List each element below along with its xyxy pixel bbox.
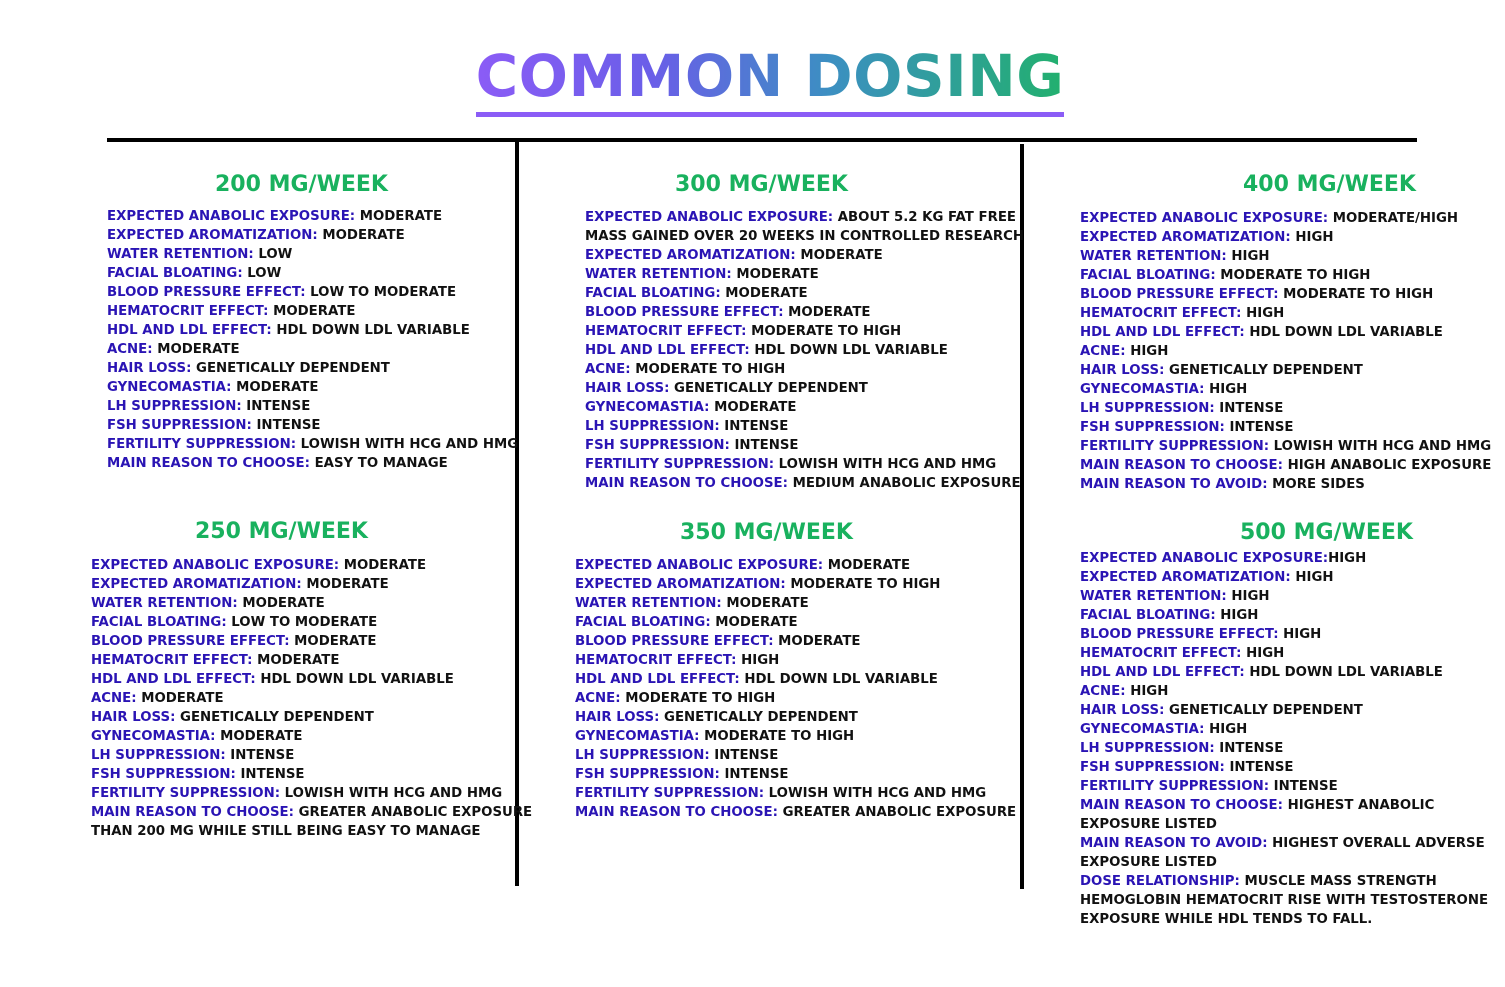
info-row-label: FSH SUPPRESSION: xyxy=(91,767,236,782)
page-title xyxy=(0,40,1505,117)
info-row-label: BLOOD PRESSURE EFFECT: xyxy=(107,285,306,300)
info-row-value: MODERATE xyxy=(339,558,427,573)
info-row-label: FACIAL BLOATING: xyxy=(91,615,227,630)
info-row-label: EXPECTED ANABOLIC EXPOSURE: xyxy=(585,210,834,225)
info-row-label: FACIAL BLOATING: xyxy=(575,615,711,630)
info-row xyxy=(91,803,532,822)
info-row-value: INTENSE xyxy=(1224,760,1294,775)
info-row-value: MODERATE/HIGH xyxy=(1328,211,1459,226)
info-row-value: HDL DOWN LDL VARIABLE xyxy=(271,323,470,338)
info-row xyxy=(91,765,532,784)
info-row-label: HAIR LOSS: xyxy=(585,381,670,396)
section-heading-300: 300 MG/WEEK xyxy=(675,172,848,197)
section-heading-500: 500 MG/WEEK xyxy=(1240,520,1413,545)
info-row xyxy=(575,689,1016,708)
info-row-label: EXPECTED AROMATIZATION: xyxy=(1080,230,1291,245)
section-rows-350 xyxy=(575,556,1016,822)
info-row-label: HAIR LOSS: xyxy=(91,710,176,725)
info-row-value: EXPOSURE WHILE HDL TENDS TO FALL. xyxy=(1080,912,1373,927)
info-row-label: EXPECTED ANABOLIC EXPOSURE: xyxy=(1080,551,1329,566)
info-row-label: HEMATOCRIT EFFECT: xyxy=(107,304,269,319)
info-row-label: EXPECTED ANABOLIC EXPOSURE: xyxy=(107,209,356,224)
info-row xyxy=(585,208,1024,227)
info-row-value: MODERATE TO HIGH xyxy=(1278,287,1434,302)
page-title-text: COMMON DOSING xyxy=(476,40,1065,117)
info-row-value: MODERATE xyxy=(317,228,405,243)
info-row xyxy=(91,746,532,765)
info-row xyxy=(107,302,518,321)
info-row-value: MODERATE xyxy=(721,596,809,611)
info-row-label: EXPECTED ANABOLIC EXPOSURE: xyxy=(91,558,340,573)
info-row-label: ACNE: xyxy=(585,362,631,377)
info-row-label: EXPECTED AROMATIZATION: xyxy=(107,228,318,243)
info-row-value: MODERATE xyxy=(773,634,861,649)
section-heading-250: 250 MG/WEEK xyxy=(195,519,368,544)
info-row xyxy=(107,340,518,359)
info-row-value: HIGHEST ANABOLIC xyxy=(1282,798,1435,813)
info-row xyxy=(575,594,1016,613)
info-row xyxy=(575,651,1016,670)
info-row-label: MAIN REASON TO CHOOSE: xyxy=(1080,458,1283,473)
info-row-value: MODERATE xyxy=(289,634,377,649)
info-row xyxy=(575,765,1016,784)
info-row-label: MAIN REASON TO AVOID: xyxy=(1080,477,1268,492)
info-row xyxy=(1080,475,1491,494)
info-row xyxy=(1080,910,1488,929)
info-row-label: WATER RETENTION: xyxy=(575,596,722,611)
info-row-value: HIGH xyxy=(1125,344,1169,359)
info-row xyxy=(91,784,532,803)
info-row-value: HIGH ANABOLIC EXPOSURE xyxy=(1282,458,1492,473)
horizontal-divider xyxy=(107,138,1417,142)
info-row xyxy=(107,454,518,473)
info-row-value: EXPOSURE LISTED xyxy=(1080,817,1217,832)
info-row-label: WATER RETENTION: xyxy=(585,267,732,282)
info-row xyxy=(1080,247,1491,266)
info-row-value: MASS GAINED OVER 20 WEEKS IN CONTROLLED RESEARCH xyxy=(585,229,1025,244)
info-row-label: HDL AND LDL EFFECT: xyxy=(107,323,272,338)
info-row xyxy=(585,303,1024,322)
info-row xyxy=(575,746,1016,765)
info-row-label: FSH SUPPRESSION: xyxy=(585,438,730,453)
info-row xyxy=(107,435,518,454)
info-row-value: GENETICALLY DEPENDENT xyxy=(1164,363,1363,378)
info-row-value: INTENSE xyxy=(235,767,305,782)
info-row-value: MODERATE xyxy=(823,558,911,573)
section-rows-300 xyxy=(585,208,1024,493)
info-row-label: GYNECOMASTIA: xyxy=(1080,382,1205,397)
info-row-label: HEMATOCRIT EFFECT: xyxy=(1080,306,1242,321)
info-row xyxy=(575,575,1016,594)
info-row-value: HIGH xyxy=(736,653,780,668)
info-row xyxy=(1080,342,1491,361)
info-row-label: HEMATOCRIT EFFECT: xyxy=(91,653,253,668)
info-row-label: LH SUPPRESSION: xyxy=(1080,401,1215,416)
info-row xyxy=(1080,285,1491,304)
info-row xyxy=(1080,587,1488,606)
info-row-value: ABOUT 5.2 KG FAT FREE xyxy=(833,210,1016,225)
info-row-value: MODERATE TO HIGH xyxy=(746,324,902,339)
info-row xyxy=(91,727,532,746)
info-row xyxy=(575,632,1016,651)
info-row xyxy=(1080,380,1491,399)
info-row xyxy=(1080,437,1491,456)
info-row-label: GYNECOMASTIA: xyxy=(107,380,232,395)
info-row xyxy=(585,436,1024,455)
info-row-value: GENETICALLY DEPENDENT xyxy=(191,361,390,376)
info-row-value: HEMOGLOBIN HEMATOCRIT RISE WITH TESTOSTERONE xyxy=(1080,893,1489,908)
info-row-value: MODERATE xyxy=(237,596,325,611)
section-rows-400 xyxy=(1080,209,1491,494)
info-row-value: LOW xyxy=(242,266,282,281)
info-row xyxy=(585,341,1024,360)
info-row-label: LH SUPPRESSION: xyxy=(585,419,720,434)
info-row-value: INTENSE xyxy=(225,748,295,763)
info-row-label: ACNE: xyxy=(1080,344,1126,359)
info-row xyxy=(107,321,518,340)
info-row-label: HDL AND LDL EFFECT: xyxy=(91,672,256,687)
info-row-value: MODERATE xyxy=(720,286,808,301)
info-row xyxy=(1080,606,1488,625)
info-row-value: GREATER ANABOLIC EXPOSURE xyxy=(293,805,533,820)
info-row-label: MAIN REASON TO AVOID: xyxy=(1080,836,1268,851)
info-row-value: INTENSE xyxy=(719,767,789,782)
info-row-value: INTENSE xyxy=(1224,420,1294,435)
info-row xyxy=(1080,228,1491,247)
info-row-label: GYNECOMASTIA: xyxy=(1080,722,1205,737)
info-row xyxy=(585,398,1024,417)
info-row-label: EXPECTED AROMATIZATION: xyxy=(91,577,302,592)
info-row-value: MODERATE xyxy=(795,248,883,263)
info-row-label: ACNE: xyxy=(1080,684,1126,699)
info-row-value: MODERATE xyxy=(152,342,240,357)
section-rows-250 xyxy=(91,556,532,841)
info-row xyxy=(1080,663,1488,682)
info-row-value: LOW TO MODERATE xyxy=(305,285,457,300)
section-heading-200: 200 MG/WEEK xyxy=(215,172,388,197)
info-row xyxy=(1080,777,1488,796)
info-row-value: INTENSE xyxy=(719,419,789,434)
info-row xyxy=(585,265,1024,284)
info-row-label: LH SUPPRESSION: xyxy=(575,748,710,763)
info-row xyxy=(107,416,518,435)
info-row xyxy=(91,556,532,575)
info-row-label: HAIR LOSS: xyxy=(107,361,192,376)
info-row xyxy=(575,670,1016,689)
info-row xyxy=(91,689,532,708)
info-row-label: FACIAL BLOATING: xyxy=(107,266,243,281)
info-row-value: HIGH xyxy=(1290,230,1334,245)
info-row xyxy=(91,575,532,594)
info-row-value: HIGH xyxy=(1125,684,1169,699)
info-row-label: GYNECOMASTIA: xyxy=(91,729,216,744)
info-row-value: LOWISH WITH HCG AND HMG xyxy=(296,437,519,452)
info-row-label: FACIAL BLOATING: xyxy=(585,286,721,301)
info-row-value: HDL DOWN LDL VARIABLE xyxy=(739,672,938,687)
info-row-label: MAIN REASON TO CHOOSE: xyxy=(585,476,788,491)
info-row-value: INTENSE xyxy=(1214,401,1284,416)
info-row-label: BLOOD PRESSURE EFFECT: xyxy=(1080,627,1279,642)
info-row-value: HDL DOWN LDL VARIABLE xyxy=(1244,325,1443,340)
info-row xyxy=(1080,625,1488,644)
info-row-label: FSH SUPPRESSION: xyxy=(575,767,720,782)
info-row-value: MODERATE xyxy=(252,653,340,668)
info-row-value: GENETICALLY DEPENDENT xyxy=(669,381,868,396)
section-rows-500 xyxy=(1080,549,1488,929)
info-row-value: HDL DOWN LDL VARIABLE xyxy=(1244,665,1443,680)
info-row xyxy=(91,670,532,689)
info-row-value: MODERATE xyxy=(731,267,819,282)
info-row-label: BLOOD PRESSURE EFFECT: xyxy=(91,634,290,649)
info-row-value: HIGH xyxy=(1204,382,1248,397)
info-row xyxy=(575,784,1016,803)
info-row xyxy=(575,613,1016,632)
info-row-value: MODERATE xyxy=(215,729,303,744)
info-row-value: GENETICALLY DEPENDENT xyxy=(659,710,858,725)
info-row-label: FERTILITY SUPPRESSION: xyxy=(91,786,281,801)
info-row xyxy=(585,322,1024,341)
info-row xyxy=(1080,834,1488,853)
info-row-value: EXPOSURE LISTED xyxy=(1080,855,1217,870)
info-row-value: HDL DOWN LDL VARIABLE xyxy=(255,672,454,687)
info-row-label: HDL AND LDL EFFECT: xyxy=(1080,325,1245,340)
section-rows-200 xyxy=(107,207,518,473)
info-row-value: MEDIUM ANABOLIC EXPOSURE xyxy=(787,476,1021,491)
info-row xyxy=(1080,853,1488,872)
info-row xyxy=(107,245,518,264)
info-row xyxy=(1080,568,1488,587)
info-row xyxy=(585,246,1024,265)
info-row-label: FERTILITY SUPPRESSION: xyxy=(107,437,297,452)
info-row-label: LH SUPPRESSION: xyxy=(107,399,242,414)
info-row-label: ACNE: xyxy=(91,691,137,706)
info-row xyxy=(91,651,532,670)
info-row-label: GYNECOMASTIA: xyxy=(585,400,710,415)
info-row-label: ACNE: xyxy=(107,342,153,357)
info-row xyxy=(575,708,1016,727)
info-row xyxy=(107,359,518,378)
info-row-value: INTENSE xyxy=(1269,779,1338,794)
info-row-label: EXPECTED AROMATIZATION: xyxy=(575,577,786,592)
info-row-label: EXPECTED ANABOLIC EXPOSURE: xyxy=(1080,211,1329,226)
info-row-value: HIGHEST OVERALL ADVERSE xyxy=(1267,836,1485,851)
info-row-label: DOSE RELATIONSHIP: xyxy=(1080,874,1240,889)
info-row-value: HIGH xyxy=(1290,570,1334,585)
info-row xyxy=(1080,323,1491,342)
info-row-label: BLOOD PRESSURE EFFECT: xyxy=(585,305,784,320)
info-row-label: FERTILITY SUPPRESSION: xyxy=(1080,439,1270,454)
info-row xyxy=(1080,891,1488,910)
info-row-label: BLOOD PRESSURE EFFECT: xyxy=(1080,287,1279,302)
info-row xyxy=(1080,549,1488,568)
info-row xyxy=(107,283,518,302)
info-row xyxy=(585,417,1024,436)
info-row xyxy=(585,379,1024,398)
info-row-label: GYNECOMASTIA: xyxy=(575,729,700,744)
info-row-label: FSH SUPPRESSION: xyxy=(1080,760,1225,775)
info-row xyxy=(1080,815,1488,834)
info-row xyxy=(1080,644,1488,663)
info-row-label: WATER RETENTION: xyxy=(91,596,238,611)
info-row-value: MODERATE xyxy=(783,305,871,320)
info-row-value: MODERATE xyxy=(709,400,797,415)
info-row xyxy=(107,207,518,226)
info-row-label: HEMATOCRIT EFFECT: xyxy=(1080,646,1242,661)
info-row-value: MODERATE TO HIGH xyxy=(785,577,941,592)
info-row-value: MODERATE TO HIGH xyxy=(620,691,776,706)
info-row-label: HDL AND LDL EFFECT: xyxy=(1080,665,1245,680)
info-row xyxy=(1080,456,1491,475)
info-row xyxy=(1080,720,1488,739)
info-row xyxy=(575,556,1016,575)
info-row-label: ACNE: xyxy=(575,691,621,706)
info-row-value: MODERATE xyxy=(301,577,389,592)
info-row-label: FSH SUPPRESSION: xyxy=(1080,420,1225,435)
info-row xyxy=(585,474,1024,493)
info-row-label: HEMATOCRIT EFFECT: xyxy=(585,324,747,339)
info-row xyxy=(107,378,518,397)
info-row-value: HIGH xyxy=(1215,608,1259,623)
info-row-value: HIGH xyxy=(1328,551,1367,566)
info-row-value: MODERATE xyxy=(355,209,443,224)
info-row-label: WATER RETENTION: xyxy=(1080,589,1227,604)
info-row-value: LOWISH WITH HCG AND HMG xyxy=(764,786,987,801)
info-row-label: HAIR LOSS: xyxy=(1080,363,1165,378)
info-row xyxy=(107,264,518,283)
info-row-label: HDL AND LDL EFFECT: xyxy=(575,672,740,687)
info-row-value: GENETICALLY DEPENDENT xyxy=(175,710,374,725)
info-row-value: HIGH xyxy=(1226,249,1270,264)
info-row-label: WATER RETENTION: xyxy=(1080,249,1227,264)
info-row-value: HIGH xyxy=(1278,627,1322,642)
info-row-value: HIGH xyxy=(1204,722,1248,737)
info-row-label: EXPECTED AROMATIZATION: xyxy=(585,248,796,263)
info-row-value: MODERATE xyxy=(710,615,798,630)
info-row-value: GENETICALLY DEPENDENT xyxy=(1164,703,1363,718)
info-row-label: MAIN REASON TO CHOOSE: xyxy=(91,805,294,820)
info-row xyxy=(1080,361,1491,380)
info-row-label: LH SUPPRESSION: xyxy=(1080,741,1215,756)
info-row-value: INTENSE xyxy=(251,418,321,433)
info-row xyxy=(575,803,1016,822)
info-row-label: FACIAL BLOATING: xyxy=(1080,268,1216,283)
info-row-label: FACIAL BLOATING: xyxy=(1080,608,1216,623)
info-row-value: EASY TO MANAGE xyxy=(309,456,448,471)
info-row xyxy=(575,727,1016,746)
info-row xyxy=(91,708,532,727)
info-row-label: WATER RETENTION: xyxy=(107,247,254,262)
info-row-label: FERTILITY SUPPRESSION: xyxy=(575,786,765,801)
info-row-label: FERTILITY SUPPRESSION: xyxy=(585,457,775,472)
info-row-value: THAN 200 MG WHILE STILL BEING EASY TO MANAGE xyxy=(91,824,481,839)
info-row-value: MODERATE TO HIGH xyxy=(1215,268,1371,283)
info-row-label: FERTILITY SUPPRESSION: xyxy=(1080,779,1270,794)
info-row xyxy=(91,822,532,841)
info-row xyxy=(585,455,1024,474)
info-row-value: MODERATE xyxy=(268,304,356,319)
info-row xyxy=(1080,209,1491,228)
info-row-label: EXPECTED ANABOLIC EXPOSURE: xyxy=(575,558,824,573)
info-row xyxy=(1080,796,1488,815)
info-row xyxy=(1080,682,1488,701)
info-row-label: MAIN REASON TO CHOOSE: xyxy=(1080,798,1283,813)
info-row xyxy=(585,360,1024,379)
info-row-value: HIGH xyxy=(1241,646,1285,661)
info-row xyxy=(1080,418,1491,437)
info-row-value: HDL DOWN LDL VARIABLE xyxy=(749,343,948,358)
info-row-value: INTENSE xyxy=(241,399,311,414)
info-row xyxy=(107,397,518,416)
info-row-value: LOW TO MODERATE xyxy=(226,615,378,630)
info-row xyxy=(91,594,532,613)
info-row-value: MODERATE xyxy=(136,691,224,706)
info-row-label: LH SUPPRESSION: xyxy=(91,748,226,763)
info-row-label: EXPECTED AROMATIZATION: xyxy=(1080,570,1291,585)
info-row xyxy=(1080,266,1491,285)
info-row-value: MODERATE TO HIGH xyxy=(630,362,786,377)
info-row xyxy=(585,227,1024,246)
info-row xyxy=(1080,701,1488,720)
info-row xyxy=(91,613,532,632)
info-row xyxy=(1080,739,1488,758)
info-row-value: LOW xyxy=(253,247,293,262)
info-row-value: LOWISH WITH HCG AND HMG xyxy=(774,457,997,472)
info-row-label: HDL AND LDL EFFECT: xyxy=(585,343,750,358)
info-row xyxy=(107,226,518,245)
info-row-label: MAIN REASON TO CHOOSE: xyxy=(575,805,778,820)
info-row-value: LOWISH WITH HCG AND HMG xyxy=(1269,439,1492,454)
section-heading-400: 400 MG/WEEK xyxy=(1243,172,1416,197)
info-row xyxy=(1080,872,1488,891)
info-row xyxy=(1080,758,1488,777)
info-row-value: MORE SIDES xyxy=(1267,477,1365,492)
info-row-value: HIGH xyxy=(1241,306,1285,321)
section-heading-350: 350 MG/WEEK xyxy=(680,520,853,545)
info-row-label: FSH SUPPRESSION: xyxy=(107,418,252,433)
info-row xyxy=(585,284,1024,303)
info-row-value: MODERATE xyxy=(231,380,319,395)
info-row-label: BLOOD PRESSURE EFFECT: xyxy=(575,634,774,649)
info-row xyxy=(1080,399,1491,418)
info-row-value: MUSCLE MASS STRENGTH xyxy=(1239,874,1437,889)
info-row-value: LOWISH WITH HCG AND HMG xyxy=(280,786,503,801)
info-row-label: HAIR LOSS: xyxy=(575,710,660,725)
info-row-label: MAIN REASON TO CHOOSE: xyxy=(107,456,310,471)
info-row-value: MODERATE TO HIGH xyxy=(699,729,855,744)
info-row-value: GREATER ANABOLIC EXPOSURE xyxy=(777,805,1017,820)
info-row-value: INTENSE xyxy=(1214,741,1284,756)
info-row-value: INTENSE xyxy=(729,438,799,453)
info-row-value: INTENSE xyxy=(709,748,779,763)
info-row-label: HEMATOCRIT EFFECT: xyxy=(575,653,737,668)
info-row-value: HIGH xyxy=(1226,589,1270,604)
info-row xyxy=(91,632,532,651)
info-row-label: HAIR LOSS: xyxy=(1080,703,1165,718)
info-row xyxy=(1080,304,1491,323)
